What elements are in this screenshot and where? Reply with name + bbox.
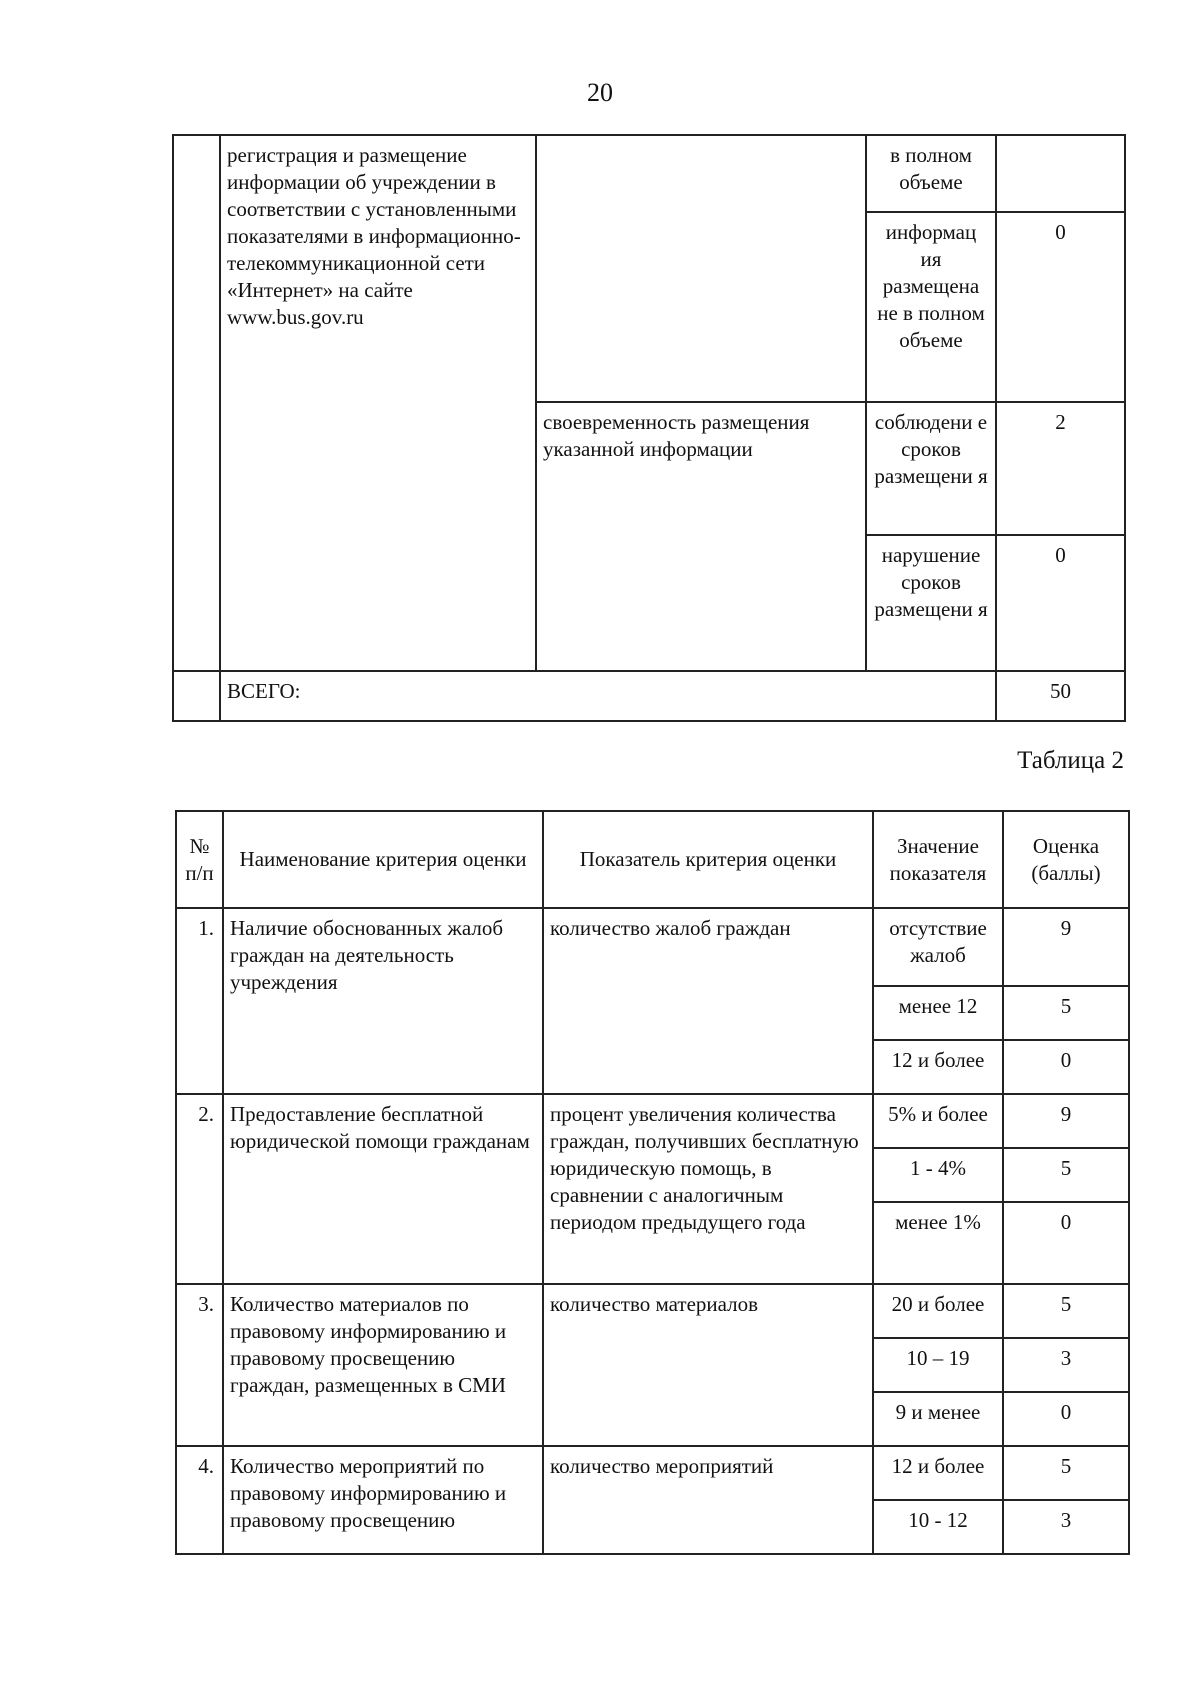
criterion-name: Количество мероприятий по правовому информированию и правовому просвещению [223,1446,543,1554]
table-row [176,1446,1129,1500]
header-score: Оценка (баллы) [1003,811,1129,908]
num-cell [173,135,220,671]
score-cell: 3 [1003,1500,1129,1554]
header-row [176,811,1129,908]
header-indicator: Показатель критерия оценки [543,811,873,908]
value-cell: 20 и более [873,1284,1003,1338]
table-row [176,1284,1129,1338]
criterion-indicator: количество мероприятий [543,1446,873,1554]
value-cell: 10 - 12 [873,1500,1003,1554]
criterion-indicator: количество жалоб граждан [543,908,873,1094]
score-cell: 0 [1003,1202,1129,1284]
header-num: № п/п [176,811,223,908]
criterion-cell: регистрация и размещение информации об учреждении в соответствии с установленными показателями в информационно-телекоммуникационной сети «Интернет» на сайте www.bus.gov.ru [220,135,536,671]
header-name: Наименование критерия оценки [223,811,543,908]
score-cell: 2 [996,402,1125,535]
value-cell: 10 – 19 [873,1338,1003,1392]
indicator-cell: своевременность размещения указанной информации [536,402,866,671]
row-num: 4. [176,1446,223,1554]
criterion-indicator: процент увеличения количества граждан, получивших бесплатную юридическую помощь, в сравнении с аналогичным периодом предыдущего года [543,1094,873,1284]
value-cell: информац ия размещена не в полном объеме [866,212,996,402]
score-cell: 0 [996,535,1125,671]
value-cell: 5% и более [873,1094,1003,1148]
value-cell: 12 и более [873,1446,1003,1500]
score-cell [996,135,1125,212]
score-cell: 0 [1003,1392,1129,1446]
table-row [173,135,1125,212]
value-cell: нарушение сроков размещени я [866,535,996,671]
score-cell: 5 [1003,1446,1129,1500]
total-row [173,671,1125,721]
score-cell: 9 [1003,1094,1129,1148]
table-1-continuation [172,134,1126,722]
table-row [176,908,1129,986]
value-cell: менее 12 [873,986,1003,1040]
value-cell: 9 и менее [873,1392,1003,1446]
total-label: ВСЕГО: [220,671,996,721]
score-cell: 9 [1003,908,1129,986]
table-caption: Таблица 2 [1017,747,1124,774]
row-num: 1. [176,908,223,1094]
score-cell: 0 [1003,1040,1129,1094]
score-cell: 5 [1003,1284,1129,1338]
score-cell: 3 [1003,1338,1129,1392]
row-num: 3. [176,1284,223,1446]
value-cell: в полном объеме [866,135,996,212]
num-cell [173,671,220,721]
criterion-name: Предоставление бесплатной юридической помощи гражданам [223,1094,543,1284]
indicator-cell [536,135,866,402]
table-row [176,1094,1129,1148]
value-cell: соблюдени е сроков размещени я [866,402,996,535]
score-cell: 0 [996,212,1125,402]
value-cell: менее 1% [873,1202,1003,1284]
value-cell: 12 и более [873,1040,1003,1094]
score-cell: 5 [1003,986,1129,1040]
value-cell: 1 - 4% [873,1148,1003,1202]
table-2 [175,810,1130,1555]
criterion-indicator: количество материалов [543,1284,873,1446]
criterion-name: Количество материалов по правовому информированию и правовому просвещению граждан, размещенных в СМИ [223,1284,543,1446]
row-num: 2. [176,1094,223,1284]
value-cell: отсутствие жалоб [873,908,1003,986]
score-cell: 5 [1003,1148,1129,1202]
criterion-name: Наличие обоснованных жалоб граждан на деятельность учреждения [223,908,543,1094]
header-value: Значение показателя [873,811,1003,908]
total-value: 50 [996,671,1125,721]
page-number: 20 [587,78,613,107]
